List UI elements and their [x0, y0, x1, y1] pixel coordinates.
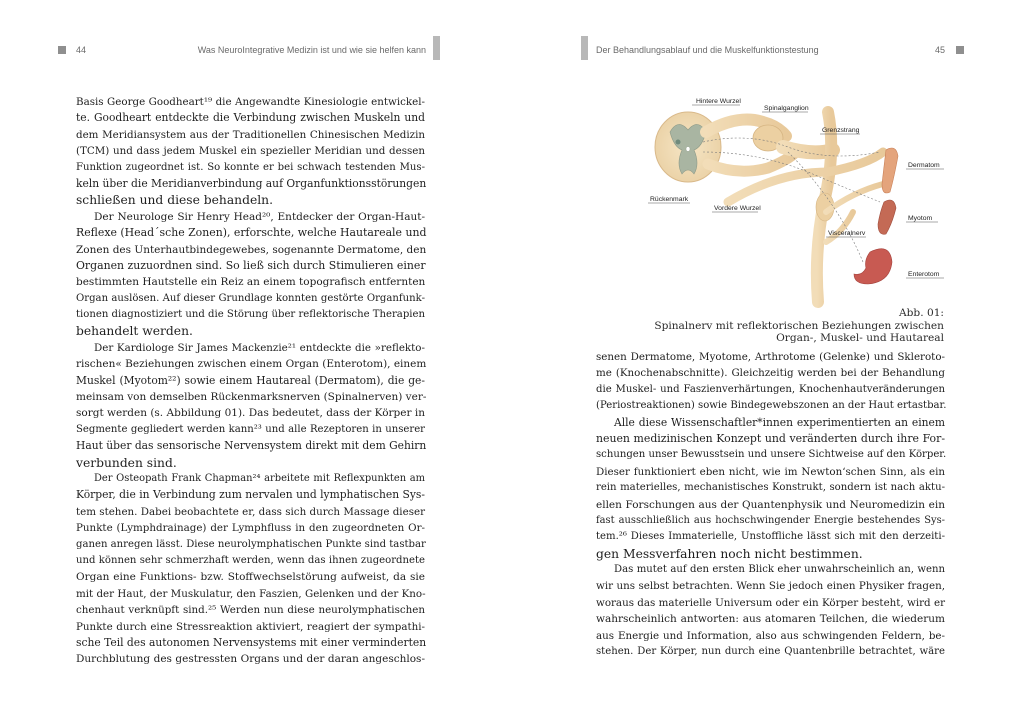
text-line: Segmente gegliedert werden kann²³ und alle Rezeptoren in unserer	[76, 423, 425, 435]
text-line: Organen zuzuordnen sind. So ließ sich durch Stimulieren einer	[76, 258, 426, 272]
label-hintere-wurzel: Hintere Wurzel	[696, 98, 741, 105]
text-line: senen Dermatome, Myotome, Arthrotome (Gelenke) und Skleroto-	[596, 351, 945, 363]
label-enterotom: Enterotom	[908, 271, 940, 278]
text-line: fast ausschließlich aus hochschwingender Energie bestehendes Sys-	[596, 514, 945, 526]
label-myotom: Myotom	[908, 215, 933, 222]
header-gutter-bar	[433, 36, 440, 60]
label-vordere-wurzel: Vordere Wurzel	[714, 205, 761, 212]
text-line: Punkte (Lymphdrainage) der Lymphfluss in den zugeordneten Or-	[76, 522, 425, 535]
text-line: Das mutet auf den ersten Blick eher unwahrscheinlich an, wenn	[614, 564, 945, 576]
text-line: Der Neurologe Sir Henry Head²⁰, Entdecker der Organ-Haut-	[94, 210, 425, 223]
spinal-nerve-illustration	[628, 92, 950, 314]
text-line: und können sehr schmerzhaft werden, wenn das ihnen zugeordnete	[76, 554, 425, 566]
text-line: Der Osteopath Frank Chapman²⁴ arbeitete mit Reflexpunkten am	[94, 472, 425, 484]
label-visceralnerv: Visceralnerv	[828, 230, 866, 237]
header-square-marker	[58, 46, 66, 54]
text-line: Basis George Goodheart¹⁹ die Angewandte Kinesiologie entwickel-	[76, 96, 425, 108]
text-line: Organ auslösen. Auf dieser Grundlage konnten gestörte Organfunk-	[76, 292, 425, 304]
text-line: aus Energie und Information, also aus schwingenden Feldern, be-	[596, 629, 945, 642]
header-gutter-bar	[581, 36, 588, 60]
text-line: Alle diese Wissenschaftler*innen experimentierten an einem	[614, 415, 945, 429]
text-line: ganen anregen lässt. Diese neurolymphatischen Punkte sind tastbar	[76, 538, 426, 550]
text-line: schungen unser Bewusstsein und unsere Sichtweise auf den Körper.	[596, 449, 947, 461]
text-line: wahrscheinlich antworten: aus atomaren Teilchen, die wiederum	[596, 613, 945, 626]
ventral-root	[708, 152, 796, 171]
text-line: neuen medizinischen Konzept und veränderten durch ihre For-	[596, 431, 945, 445]
right-running-header	[510, 42, 1020, 62]
figure-caption	[654, 307, 944, 345]
label-rueckenmark: Rückenmark	[650, 196, 689, 203]
page-number-right: 45	[935, 45, 946, 55]
text-line: Punkte durch eine Stressreaktion aktiviert, reagiert der sympathi-	[76, 620, 425, 633]
caption-line: Abb. 01:	[899, 307, 944, 319]
text-line: mit der Haut, der Muskulatur, den Faszien, Gelenken und der Kno-	[76, 587, 426, 600]
caption-line: Organ-, Muskel- und Hautareal	[776, 332, 944, 345]
text-line: Durchblutung des gestressten Organs und der daran angeschlos-	[76, 653, 425, 666]
running-head-left: Was NeuroIntegrative Medizin ist und wie sie helfen kann	[197, 45, 426, 55]
text-line: bestimmten Hautstelle ein Reiz an einem topografisch entfernten	[76, 276, 426, 289]
text-line: Dieser funktioniert eben nicht, wie im Newton‘schen Sinn, als ein	[596, 465, 945, 478]
text-line: stehen. Der Körper, nun durch eine Quantenbrille betrachtet, wäre	[596, 646, 945, 658]
text-line: chenhaut verknüpft sind.²⁵ Werden nun diese neurolymphatischen	[76, 604, 425, 617]
text-line: verbunden sind.	[76, 455, 177, 470]
text-line: tem.²⁶ Dieses Immaterielle, Unstoffliche lässt sich mit den derzeiti-	[596, 531, 945, 543]
text-line: Haut über das sensorische Nervensystem direkt mit dem Gehirn	[76, 439, 427, 453]
header-square-marker	[956, 46, 964, 54]
nerve-branch	[826, 184, 883, 212]
text-line: keln über die Meridianverbindung auf Organfunktionsstörungen	[76, 176, 427, 190]
text-line: Muskel (Myotom²²) sowie einem Hautareal (Dermatom), die ge-	[76, 373, 425, 387]
text-line: sche Teil des autonomen Nervensystems mit einer verminderten	[76, 635, 427, 649]
text-line: Der Kardiologe Sir James Mackenzie²¹ entdeckte die »reflekto-	[94, 341, 425, 354]
label-grenzstrang: Grenzstrang	[822, 127, 860, 134]
text-line: behandelt werden.	[76, 324, 193, 339]
text-line: woraus das materielle Universum oder ein Körper besteht, wird er	[596, 596, 945, 609]
text-line: Reflexe (Head´sche Zonen), erforschte, welche Hautareale und	[76, 226, 427, 240]
myotom-muscle	[878, 200, 896, 234]
label-spinalganglion: Spinalganglion	[764, 105, 809, 112]
left-running-header	[0, 42, 510, 62]
text-line: schließen und diese behandeln.	[76, 193, 274, 208]
text-line: Funktion zugeordnet ist. So konnte er bei schwach testenden Mus-	[76, 161, 425, 173]
page-number-left: 44	[76, 45, 87, 55]
text-line: rein materielles, mechanistisches Konstrukt, sondern ist nach aktu-	[596, 482, 945, 494]
text-line: tem stehen. Dabei beobachtete er, dass sich durch Massage dieser	[76, 505, 425, 518]
text-line: Zonen des Unterhautbindegewebes, sogenannte Dermatome, den	[76, 243, 427, 256]
text-line: me (Knochenabschnitte). Gleichzeitig werden bei der Behandlung	[596, 367, 945, 380]
text-line: rischen« Beziehungen zwischen einem Organ (Enterotom), einem	[76, 358, 427, 371]
spinal-nerve-figure	[628, 92, 950, 314]
text-line: Organ eine Funktions- bzw. Stoffwechselstörung aufweist, da sie	[76, 571, 425, 584]
text-line: gen Messverfahren noch nicht bestimmen.	[596, 546, 863, 561]
running-head-right: Der Behandlungsablauf und die Muskelfunktionstestung	[596, 45, 819, 55]
label-dermatom: Dermatom	[908, 162, 940, 169]
spinal-cord-section	[655, 112, 721, 182]
text-line: dem Meridiansystem aus der Traditionellen Chinesischen Medizin	[76, 128, 425, 141]
text-line: sorgt werden (s. Abbildung 01). Das bedeutet, dass der Körper in	[76, 407, 425, 420]
text-line: Körper, die in Verbindung zum nervalen und lymphatischen Sys-	[76, 488, 425, 502]
text-line: (Periostreaktionen) sowie Bindegewebszonen an der Haut ertastbar.	[596, 400, 947, 412]
text-line: te. Goodheart entdeckte die Verbindung zwischen Muskeln und	[76, 111, 425, 125]
text-line: (TCM) und dass jedem Muskel ein spezieller Meridian und dessen	[76, 145, 425, 158]
text-line: tionen diagnostiziert und die Störung über reflektorische Therapien	[76, 309, 425, 321]
caption-line: Spinalnerv mit reflektorischen Beziehungen zwischen	[654, 319, 944, 332]
text-line: wir uns selbst betrachten. Wenn Sie jedoch einen Physiker fragen,	[596, 580, 945, 593]
right-body-text	[596, 349, 945, 660]
text-line: die Muskel- und Faszienverhärtungen, Knochenhautveränderungen	[596, 383, 945, 395]
left-body-text	[76, 94, 425, 668]
text-line: meinsam von demselben Rückenmarksnerven (Spinalnerven) ver-	[76, 391, 427, 404]
text-line: ellen Forschungen aus der Quantenphysik und Neuromedizin ein	[596, 498, 945, 511]
